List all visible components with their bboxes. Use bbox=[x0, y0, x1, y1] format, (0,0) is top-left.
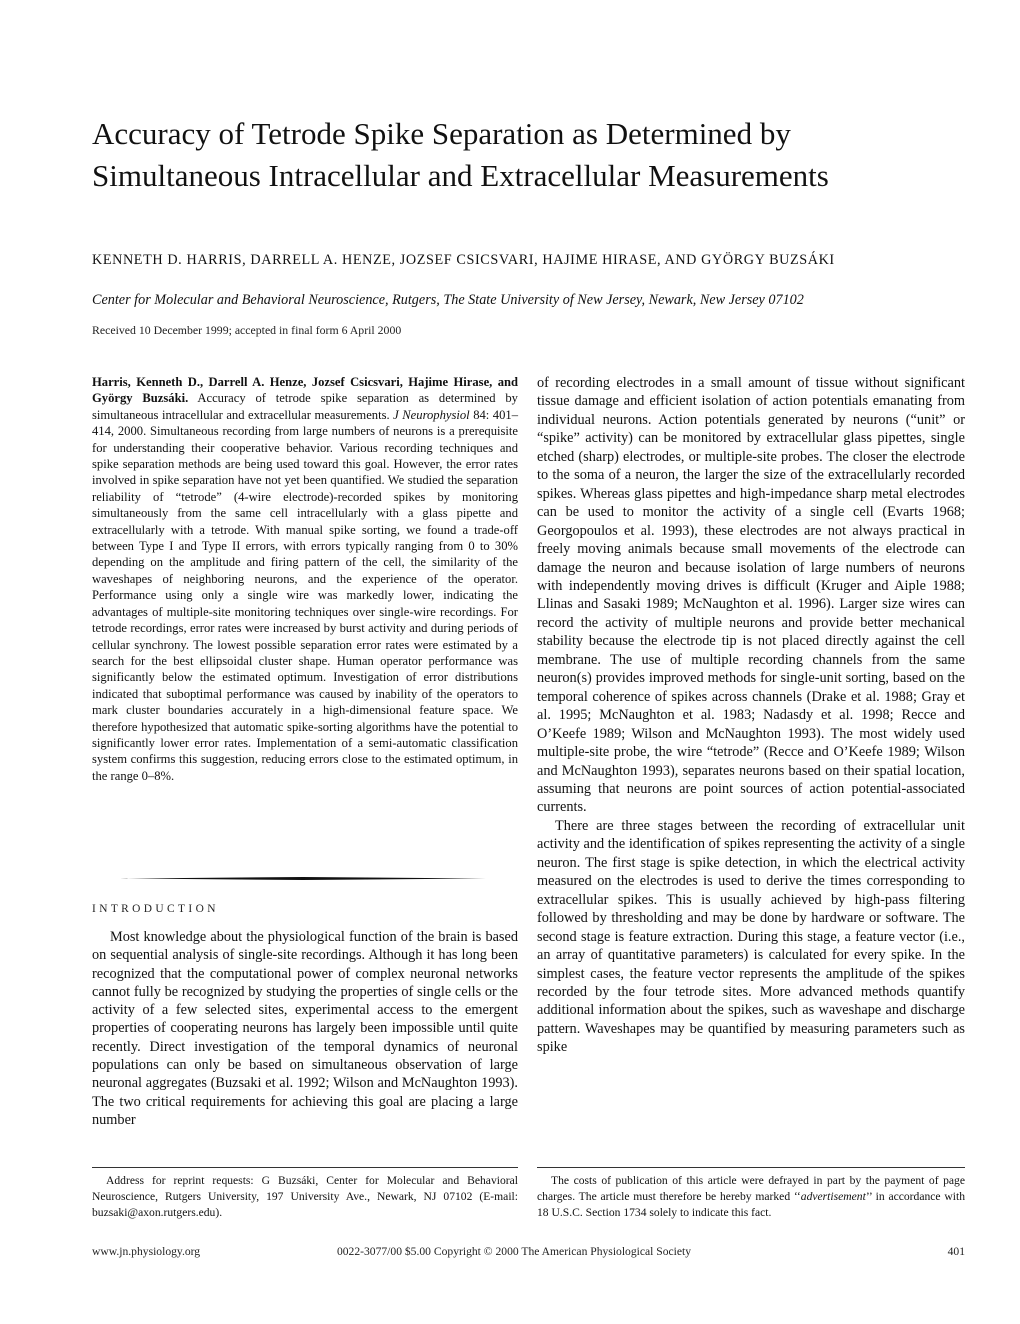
footnote-publication-costs bbox=[537, 1173, 965, 1221]
author-list: KENNETH D. HARRIS, DARRELL A. HENZE, JOZSEF CSICSVARI, HAJIME HIRASE, AND GYÖRGY BUZSÁKI bbox=[92, 252, 835, 268]
introduction-paragraph: Most knowledge about the physiological function of the brain is based on sequential analysis of single-site recordings. Although it has long been recognized that the computational power of complex neuronal networks cannot fully be recognized by studying the properties of single cells or the activity of a few selected sites, experimental access to the emergent properties of cooperating neurons has largely been impossible until quite recently. Direct investigation of the temporal dynamics of neuronal populations can only be based on simultaneous observation of large neuronal aggregates (Buzsaki et al. 1992; Wilson and McNaughton 1993). The two critical requirements for achieving this goal are placing a large number bbox=[92, 929, 518, 1128]
footnote-costs-text-a: The costs of publication of this article were defrayed in part by the payment of page charges. The article must therefore be hereby marked ‘‘ bbox=[537, 1174, 965, 1203]
footer-journal-url: www.jn.physiology.org bbox=[92, 1245, 201, 1258]
abstract-citation: 84: 401–414, 2000. bbox=[92, 407, 518, 439]
footnote-costs-italic: advertisement bbox=[800, 1190, 866, 1203]
footnote-reprint-address: Address for reprint requests: G Buzsáki, Center for Molecular and Behavioral Neuroscience, Rutgers University, 197 University Ave., Newark, NJ 07102 (E-mail: buzsaki@axon.rutgers.edu). bbox=[92, 1174, 518, 1219]
footer-copyright: 0022-3077/00 $5.00 Copyright © 2000 The American Physiological Society bbox=[336, 1245, 692, 1258]
abstract-body: Simultaneous recording from large numbers of neurons is a prerequisite for understanding their cooperative behavior. Various recording techniques and spike separation methods are being used toward this goal. However, the error rates involved in spike separation have not yet been quantified. We studied the separation reliability of “tetrode” (4-wire electrode)-recorded spikes by monitoring simultaneously from the same cell intracellularly with a glass pipette and extracellularly with a tetrode. With manual spike sorting, we found a trade-off between Type I and Type II errors, with errors typically ranging from 0 to 30% depending on the amplitude and firing pattern of the cell, the similarity of the waveshapes of neighboring neurons, and the experience of the operator. Performance using only a single wire was markedly lower, indicating the advantages of multiple-site monitoring techniques over single-wire recordings. For tetrode recordings, error rates were increased by burst activity and during periods of cellular synchrony. The lowest possible separation error rates were estimated by a search for the best ellipsoidal cluster shape. Human operator performance was significantly below the estimated optimum. Investigation of error distributions indicated that suboptimal performance was caused by inability of the operators to mark cluster boundaries accurately in a high-dimensional feature space. We therefore hypothesized that automatic spike-sorting algorithms have the potential to significantly lower error rates. Implementation of a semi-automatic classification system confirms this suggestion, reducing errors close to the estimated optimum, in the range 0–8%. bbox=[92, 424, 518, 783]
right-column-paragraph-1: of recording electrodes in a small amount of tissue without significant tissue damage and efficient isolation of action potentials emanating from individual neurons. Action potentials generated by neurons (“unit” or “spike” activity) can be monitored by extracellular glass pipettes, single etched (sharp) electrodes, or multiple-site probes. The closer the electrode to the soma of a neuron, the larger the size of the extracellularly recorded spikes. Whereas glass pipettes and high-impedance sharp metal electrodes can be used to monitor the activity of a single cell (Evarts 1968; Georgopoulos et al. 1993), these electrodes are not always practical in freely moving animals because small movements of the electrode can damage the neuron and because isolation of large numbers of neurons with independently moving drives is difficult (Kruger and Aiple 1988; Llinas and Sasaki 1989; McNaughton et al. 1996). Larger size wires can record the activity of multiple neurons and provide better mechanical stability because the electrode tip is not placed directly against the cell membrane. The use of multiple recording channels from the same neuron(s) provides improved methods for single-unit sorting, based on the temporal coherence of spikes across channels (Drake et al. 1988; Gray et al. 1995; McNaughton et al. 1983; Nadasdy et al. 1998; Recce and O’Keefe 1989; Wilson and McNaughton 1993). The most widely used multiple-site probe, the wire “tetrode” (Recce and O’Keefe 1989; Wilson and McNaughton 1993), separates neurons based on their spatial location, assuming that neurons are point sources of action potential-associated currents. bbox=[537, 375, 965, 816]
received-dates: Received 10 December 1999; accepted in final form 6 April 2000 bbox=[92, 323, 402, 337]
affiliation: Center for Molecular and Behavioral Neuroscience, Rutgers, The State University of New Jersey, Newark, New Jersey 07102 bbox=[92, 292, 804, 308]
abstract-article-title: Accuracy of tetrode spike separation as determined by simultaneous intracellular and extracellular measurements. bbox=[92, 391, 518, 422]
footnote-costs-text-c: ’’ in accordance with 18 U.S.C. Section 1734 solely to indicate this fact. bbox=[537, 1190, 965, 1219]
abstract-authors: Harris, Kenneth D., Darrell A. Henze, Jozsef Csicsvari, Hajime Hirase, and György Buzsáki. bbox=[92, 375, 518, 406]
right-column bbox=[537, 374, 965, 1057]
abstract bbox=[92, 374, 518, 784]
footer-page-number: 401 bbox=[947, 1245, 965, 1258]
abstract-separator-rule bbox=[120, 877, 486, 880]
abstract-journal: J Neurophysiol bbox=[393, 407, 470, 422]
section-heading-introduction: INTRODUCTION bbox=[92, 903, 219, 915]
footnote-rule-right bbox=[537, 1167, 965, 1168]
article-title: Accuracy of Tetrode Spike Separation as Determined by Simultaneous Intracellular and Extracellular Measurements bbox=[92, 116, 829, 193]
footnote-rule-left bbox=[92, 1167, 518, 1168]
right-column-paragraph-2: There are three stages between the recording of extracellular unit activity and the identification of spikes representing the activity of a single neuron. The first stage is spike detection, in which the electrical activity measured on the electrodes is used to derive the times corresponding to extracellular spikes. This is usually achieved by high-pass filtering followed by thresholding and may be done by hardware or software. The second stage is feature extraction. During this stage, a feature vector (i.e., an array of quantitative parameters) is calculated for every spike. In the simplest cases, the feature vector represents the amplitude of the spikes recorded by the four tetrode sites. More advanced methods quantify additional information about the spikes, such as waveshape and discharge pattern. Waveshapes may be quantified by measuring parameters such as spike bbox=[537, 817, 965, 1056]
